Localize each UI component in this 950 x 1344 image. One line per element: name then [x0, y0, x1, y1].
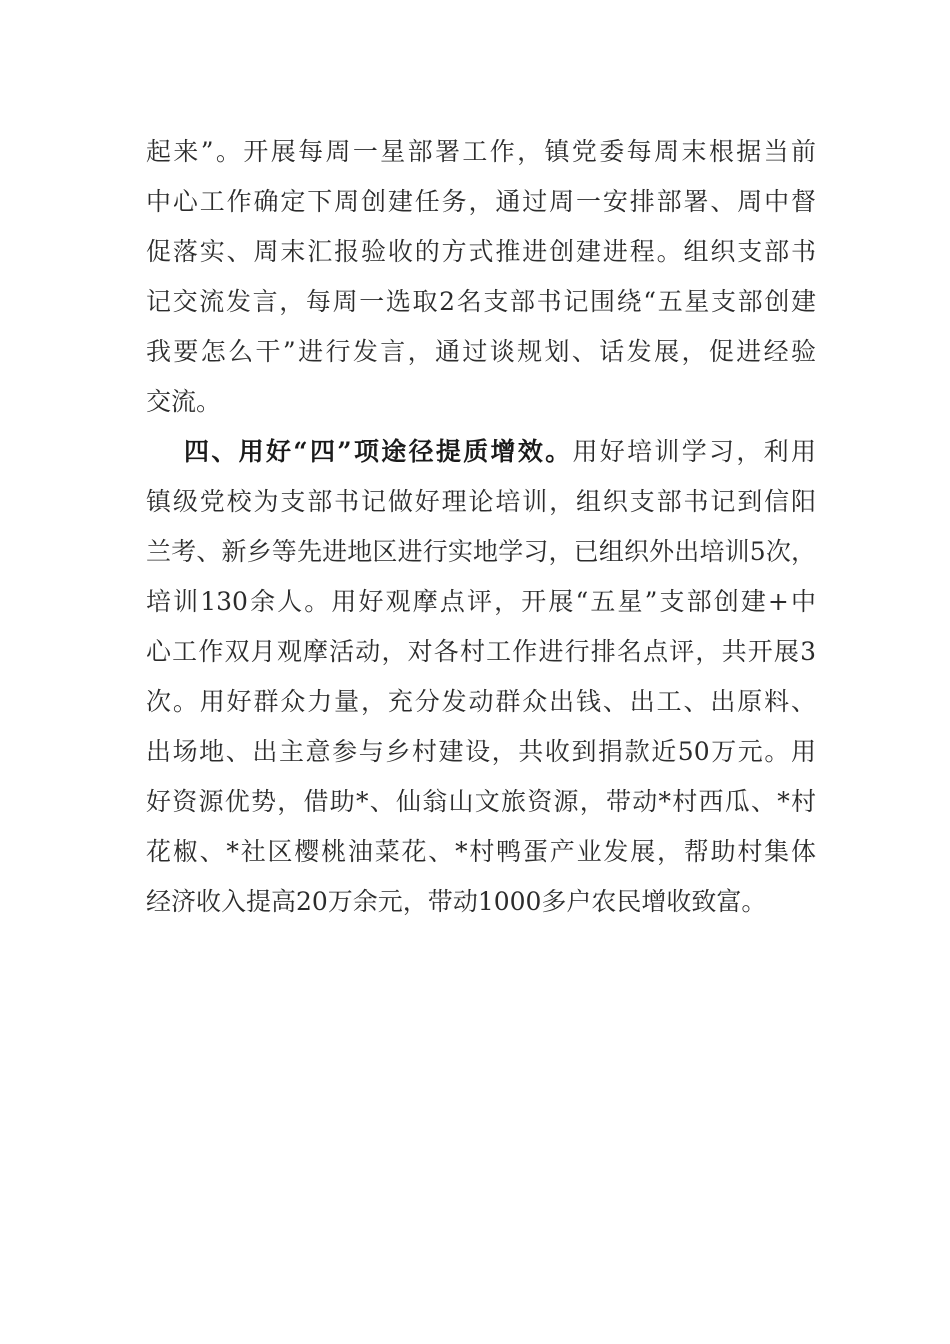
section-heading: 四、用好“四”项途径提质增效。 [184, 437, 573, 466]
paragraph-2-line-2: 镇级党校为支部书记做好理论培训，组织支部书记到信阳 [146, 487, 816, 516]
paragraph-1-line-4: 记交流发言，每周一选取2名支部书记围绕“五星支部创建 [146, 287, 816, 316]
paragraph-2-line-4: 培训130余人。用好观摩点评，开展“五星”支部创建+中 [146, 587, 816, 616]
paragraph-2-line-9: 花椒、*社区樱桃油菜花、*村鸭蛋产业发展，帮助村集体 [146, 837, 816, 866]
paragraph-1-line-6: 交流。 [146, 387, 222, 416]
paragraph-2-line-3: 兰考、新乡等先进地区进行实地学习，已组织外出培训5次， [146, 537, 816, 566]
paragraph-2-line-1-rest: 用好培训学习，利用 [572, 437, 816, 466]
paragraph-2-line-7: 出场地、出主意参与乡村建设，共收到捐款近50万元。用 [146, 737, 816, 766]
paragraph-1-line-5: 我要怎么干”进行发言，通过谈规划、话发展，促进经验 [146, 337, 816, 366]
paragraph-2-line-6: 次。用好群众力量，充分发动群众出钱、出工、出原料、 [146, 687, 816, 716]
paragraph-2-line-1 [184, 432, 816, 472]
paragraph-2-line-5: 心工作双月观摩活动，对各村工作进行排名点评，共开展3 [146, 637, 816, 666]
paragraph-1-line-3: 促落实、周末汇报验收的方式推进创建进程。组织支部书 [146, 237, 816, 266]
paragraph-2-line-8: 好资源优势，借助*、仙翁山文旅资源，带动*村西瓜、*村 [146, 787, 816, 816]
paragraph-2-line-10: 经济收入提高20万余元，带动1000多户农民增收致富。 [146, 887, 767, 916]
paragraph-1-line-1: 起来”。开展每周一星部署工作，镇党委每周末根据当前 [146, 137, 816, 166]
paragraph-1-line-2: 中心工作确定下周创建任务，通过周一安排部署、周中督 [146, 187, 816, 216]
